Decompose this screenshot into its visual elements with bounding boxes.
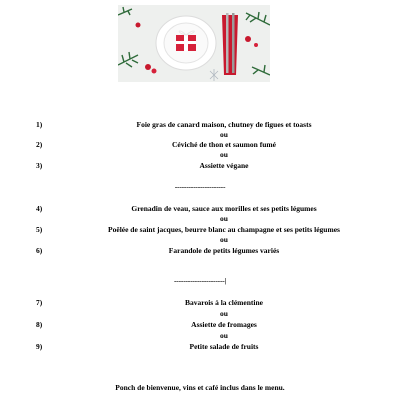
section-separator: ----------------------| [174,276,226,285]
menu-dish: Assiette végane [199,161,249,170]
menu-or: ou [220,150,228,159]
christmas-table-setting-image [118,5,270,82]
menu-dish: Bavarois à la clémentine [185,298,263,307]
menu-number: 5) [36,225,43,234]
menu-dish: Farandole de petits légumes variés [168,246,280,255]
menu-number: 3) [36,161,43,170]
menu-number: 4) [36,204,43,213]
menu-dish: Grenadin de veau, sauce aux morilles et ses petits légumes [131,204,317,213]
menu-or: ou [220,331,228,340]
menu-dish: Foie gras de canard maison, chutney de figues et toasts [136,120,312,129]
menu-number: 9) [36,342,43,351]
menu-dish: Céviché de thon et saumon fumé [172,140,276,149]
menu-number: 1) [36,120,43,129]
menu-number: 8) [36,320,43,329]
menu-or: ou [220,130,228,139]
menu-number: 7) [36,298,43,307]
menu-or: ou [220,235,228,244]
menu-dish: Assiette de fromages [191,320,257,329]
menu-or: ou [220,309,228,318]
menu-number: 2) [36,140,43,149]
section-separator: ---------------------- [174,182,226,191]
menu-number: 6) [36,246,43,255]
menu-dish: Petite salade de fruits [189,342,259,351]
menu-dish: Poêlée de saint jacques, beurre blanc au champagne et ses petits légumes [108,225,340,234]
menu-footer-note: Ponch de bienvenue, vins et café inclus dans le menu. [115,383,285,392]
menu-or: ou [220,214,228,223]
